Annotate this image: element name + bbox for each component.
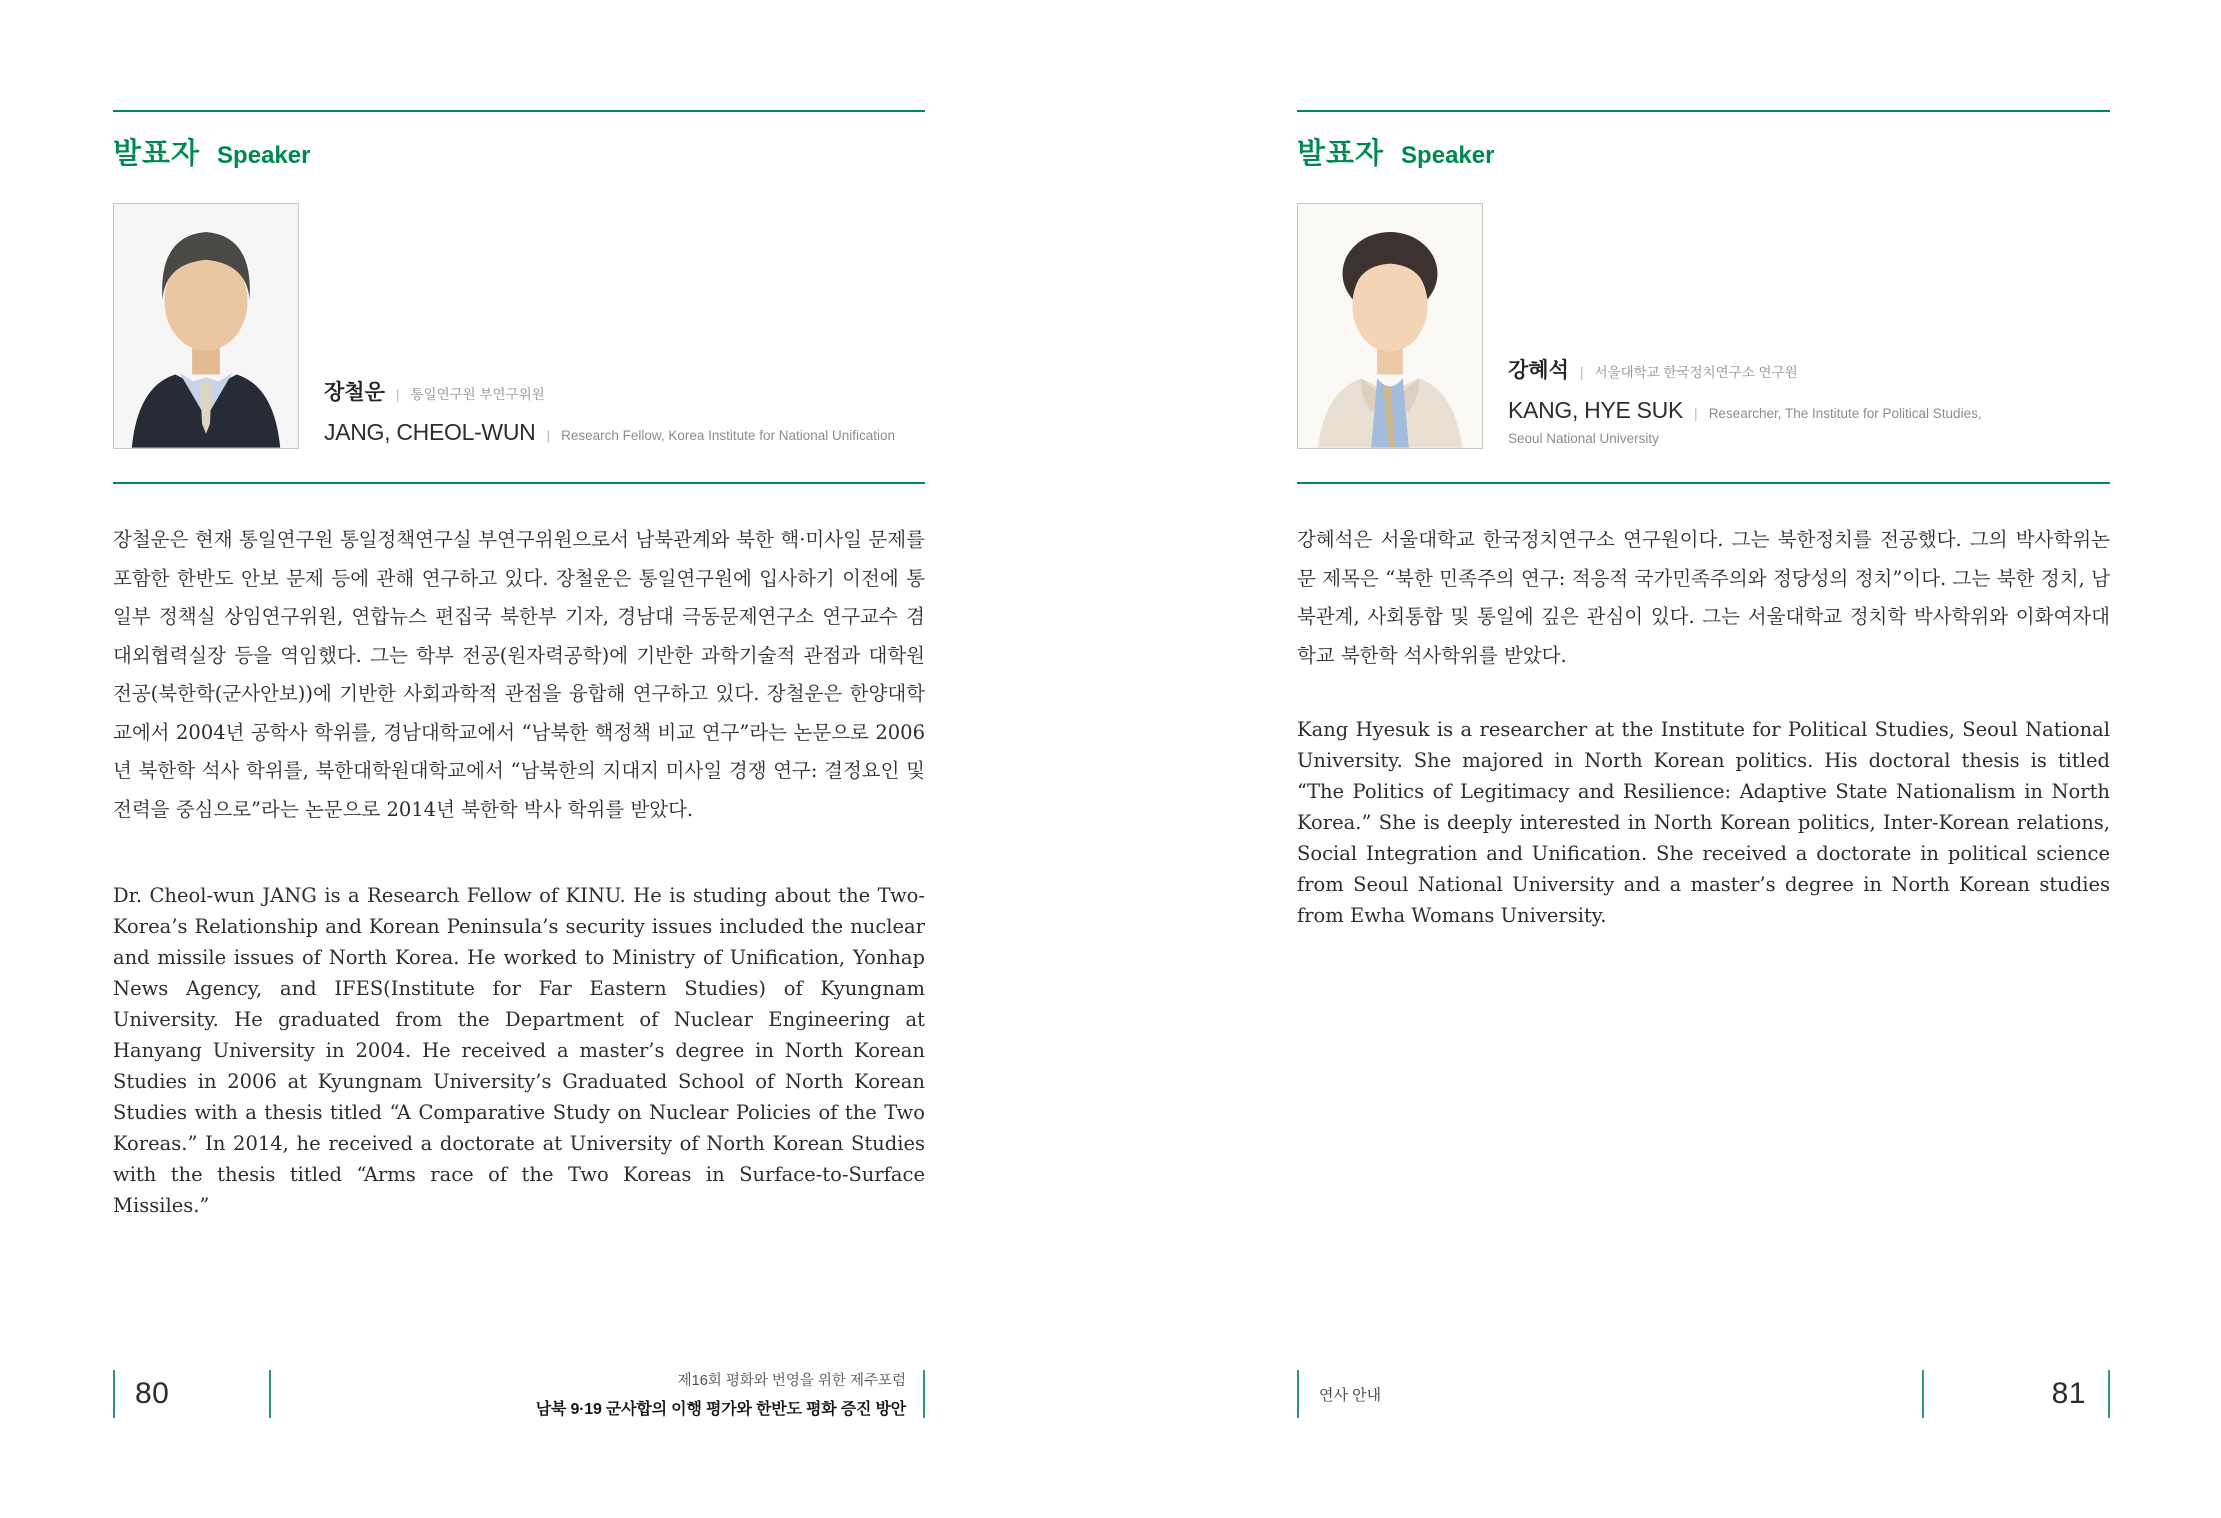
separator: | bbox=[1694, 405, 1698, 421]
section-title-english: Speaker bbox=[217, 142, 311, 169]
section-heading bbox=[1297, 131, 1494, 172]
page-number: 81 bbox=[2051, 1377, 2086, 1410]
speaker-info bbox=[1508, 354, 1982, 449]
section-heading bbox=[113, 131, 310, 172]
footer-bar bbox=[1922, 1370, 1924, 1418]
male-portrait-illustration bbox=[114, 204, 298, 448]
footer-bar bbox=[1297, 1370, 1299, 1418]
forum-title: 제16회 평화와 번영을 위한 제주포럼 bbox=[677, 1373, 906, 1389]
speaker-title-english: Researcher, The Institute for Political Studies, bbox=[1708, 406, 1982, 421]
speaker-korean-row bbox=[1508, 354, 1982, 384]
top-rule bbox=[1297, 110, 2110, 112]
speaker-title-english: Research Fellow, Korea Institute for National Unification bbox=[561, 428, 896, 443]
female-portrait-illustration bbox=[1298, 204, 1482, 448]
speaker-title-english-line2: Seoul National University bbox=[1508, 431, 1659, 446]
bio-korean: 장철운은 현재 통일연구원 통일정책연구실 부연구위원으로서 남북관계와 북한 핵·미사일 문제를 포함한 한반도 안보 문제 등에 관해 연구하고 있다. 장철운은 통일연구원에 입사하기 이전에 통일부 정책실 상임연구위원, 연합뉴스 편집국 북한부 기자, 경남대 극동문제연구소 연구교수 겸 대외협력실장 등을 역임했다. 그는 학부 전공(원자력공학)에 기반한 과학기술적 관점과 대학원 전공(북한학(군사안보))에 기반한 사회과학적 관점을 융합해 연구하고 있다. 장철운은 한양대학교에서 2004년 공학사 학위를, 경남대학교에서 “남북한 핵정책 비교 연구”라는 논문으로 2006년 북한학 석사 학위를, 북한대학원대학교에서 “남북한의 지대지 미사일 경쟁 연구: 결정요인 및 전력을 중심으로”라는 논문으로 2014년 북한학 박사 학위를 받았다. bbox=[113, 528, 925, 821]
speaker-english-row bbox=[1508, 397, 1982, 424]
page-number-box bbox=[113, 1370, 271, 1418]
page-81 bbox=[1297, 0, 2110, 1518]
section-title-korean: 발표자 bbox=[1297, 138, 1385, 170]
section-title-korean: 발표자 bbox=[113, 138, 201, 170]
separator: | bbox=[395, 386, 400, 402]
section-divider bbox=[1297, 482, 2110, 484]
section-title-english: Speaker bbox=[1401, 142, 1495, 169]
speaker-name-korean: 장철운 bbox=[324, 381, 385, 404]
top-rule bbox=[113, 110, 925, 112]
speaker-name-korean: 강혜석 bbox=[1508, 359, 1569, 382]
speaker-photo bbox=[113, 203, 299, 449]
page-number: 80 bbox=[135, 1377, 170, 1410]
footer-bar bbox=[269, 1370, 271, 1418]
speaker-english-row bbox=[324, 419, 895, 446]
speaker-info bbox=[324, 376, 895, 449]
bio-korean: 강혜석은 서울대학교 한국정치연구소 연구원이다. 그는 북한정치를 전공했다. 그의 박사학위논문 제목은 “북한 민족주의 연구: 적응적 국가민족주의와 정당성의 정치”이다. 그는 북한 정치, 남북관계, 사회통합 및 통일에 깊은 관심이 있다. 그는 서울대학교 정치학 박사학위와 이화여자대학교 북한학 석사학위를 받았다. bbox=[1297, 528, 2110, 667]
footer-event-lines bbox=[536, 1369, 906, 1419]
footer-bar bbox=[2108, 1370, 2110, 1418]
footer-bar bbox=[923, 1370, 925, 1418]
speaker-photo bbox=[1297, 203, 1483, 449]
footer-bar bbox=[113, 1370, 115, 1418]
bio-english: Dr. Cheol-wun JANG is a Research Fellow of KINU. He is studing about the Two-Korea’s Relationship and Korean Peninsula’s security issues included the nuclear and missile issues of North Korea. He worked to Ministry of Unification, Yonhap News Agency, and IFES(Institute for Far Eastern Studies) of Kyungnam University. He graduated from the Department of Nuclear Engineering at Hanyang University in 2004. He received a master’s degree in North Korean Studies in 2006 at Kyungnam University’s Graduated School of North Korean Studies with a thesis titled “A Comparative Study on Nuclear Policies of the Two Koreas.” In 2014, he received a doctorate at University of North Korean Studies with the thesis titled “Arms race of the Two Koreas in Surface-to-Surface Missiles.” bbox=[113, 884, 925, 1217]
footer-section-label-group bbox=[1297, 1370, 1381, 1418]
page-number-box bbox=[1922, 1370, 2110, 1418]
speaker-profile bbox=[1297, 203, 1982, 449]
bio-english: Kang Hyesuk is a researcher at the Institute for Political Studies, Seoul National University. She majored in North Korean politics. His doctoral thesis is titled “The Politics of Legitimacy and Resilience: Adaptive State Nationalism in North Korea.” She is deeply interested in North Korean politics, Inter-Korean relations, Social Integration and Unification. She received a doctorate in political science from Seoul National University and a master’s degree in North Korean studies from Ewha Womans University. bbox=[1297, 718, 2110, 927]
speaker-name-english: KANG, HYE SUK bbox=[1508, 397, 1684, 423]
section-divider bbox=[113, 482, 925, 484]
speaker-name-english: JANG, CHEOL-WUN bbox=[324, 419, 536, 445]
speaker-profile bbox=[113, 203, 895, 449]
speaker-title-korean: 서울대학교 한국정치연구소 연구원 bbox=[1594, 365, 1798, 380]
speaker-korean-row bbox=[324, 376, 895, 406]
separator: | bbox=[546, 427, 551, 443]
speaker-title-korean: 통일연구원 부연구위원 bbox=[410, 387, 545, 402]
footer-section-label: 연사 안내 bbox=[1319, 1386, 1382, 1404]
separator: | bbox=[1579, 364, 1584, 380]
session-title: 남북 9·19 군사합의 이행 평가와 한반도 평화 증진 방안 bbox=[535, 1401, 906, 1418]
page-footer bbox=[1297, 1368, 2110, 1420]
page-80 bbox=[113, 0, 925, 1518]
page-footer bbox=[113, 1368, 925, 1420]
footer-event-block bbox=[536, 1369, 925, 1419]
